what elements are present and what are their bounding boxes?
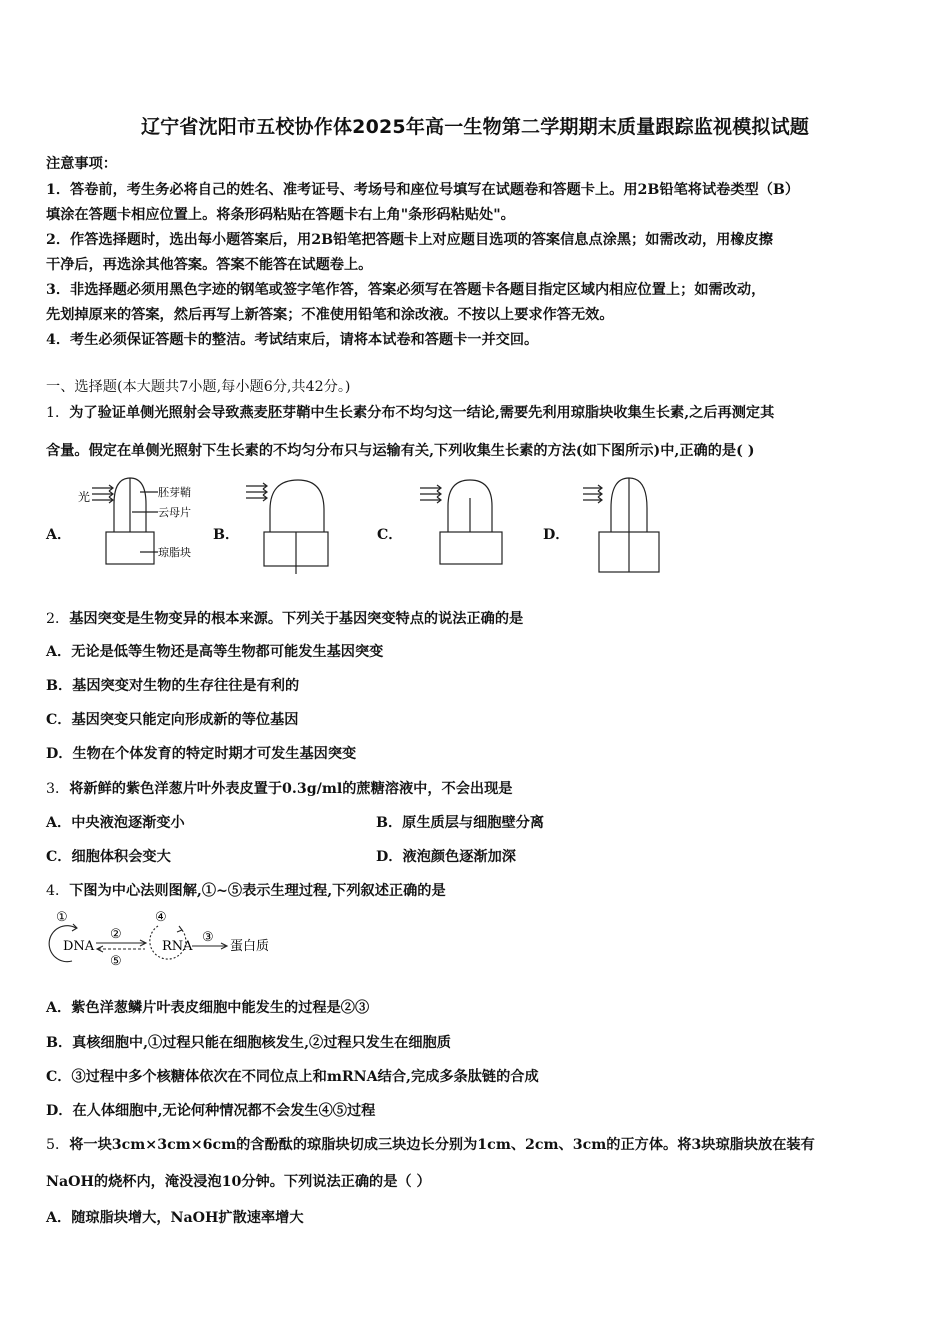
process-1-label: ① [56,910,68,925]
page-title: 辽宁省沈阳市五校协作体2025年高一生物第二学期期末质量跟踪监视模拟试题 [140,116,810,138]
option-c-label: C． [377,527,403,543]
option-d: D．在人体细胞中,无论何种情况都不会发生④⑤过程 [46,1103,376,1119]
process-4-label: ④ [155,910,167,925]
option-a: A．紫色洋葱鳞片叶表皮细胞中能发生的过程是②③ [46,1000,370,1016]
question-2-stem [46,608,523,628]
option-b: B．原生质层与细胞壁分离 [376,815,545,831]
question-number: 1． [46,405,70,421]
figure-d [575,474,680,578]
option-c: C．③过程中多个核糖体依次在不同位点上和mRNA结合,完成多条肽链的合成 [46,1069,539,1085]
question-1-line-1 [46,402,774,422]
coleoptile-label: 胚芽鞘 [158,486,191,499]
mica-label: 云母片 [158,506,191,519]
dna-label: DNA [63,939,95,954]
notice-heading: 注意事项： [46,156,117,172]
option-c: C．基因突变只能定向形成新的等位基因 [46,712,299,728]
question-number: 4． [46,883,70,899]
notice-line: 干净后，再选涂其他答案。答案不能答在试题卷上。 [46,257,373,273]
question-text: 基因突变是生物变异的根本来源。下列关于基因突变特点的说法正确的是 [69,611,524,627]
question-number: 5． [46,1137,70,1153]
notice-line: 4．考生必须保证答题卡的整洁。考试结束后，请将本试卷和答题卡一并交回。 [46,332,539,348]
figure-b [240,474,340,578]
option-b: B．真核细胞中,①过程只能在细胞核发生,②过程只发生在细胞质 [46,1035,451,1051]
question-5-line-2: NaOH的烧杯内，淹没浸泡10分钟。下列说法正确的是（ ） [46,1174,431,1190]
figure-a [72,474,202,578]
question-number: 2． [46,611,70,627]
notice-line: 1．答卷前，考生务必将自己的姓名、准考证号、考场号和座位号填写在试题卷和答题卡上。用2B铅笔将试卷类型（B） [46,182,800,198]
option-a: A．随琼脂块增大，NaOH扩散速率增大 [46,1210,304,1226]
rna-label: RNA [162,939,193,954]
notice-line: 填涂在答题卡相应位置上。将条形码粘贴在答题卡右上角"条形码粘贴处"。 [46,207,515,223]
option-c: C．细胞体积会变大 [46,849,171,865]
question-text: 将一块3cm×3cm×6cm的含酚酞的琼脂块切成三块边长分别为1cm、2cm、3cm的正方体。将3块琼脂块放在装有 [69,1137,815,1153]
process-5-label: ⑤ [110,954,122,969]
question-text: 为了验证单侧光照射会导致燕麦胚芽鞘中生长素分布不均匀这一结论,需要先利用琼脂块收集生长素,之后再测定其 [69,405,775,421]
option-a-label: A． [46,527,72,543]
section-heading: 一、选择题(本大题共7小题,每小题6分,共42分。) [46,379,351,395]
option-a: A．无论是低等生物还是高等生物都可能发生基因突变 [46,644,384,660]
option-b: B．基因突变对生物的生存往往是有利的 [46,678,300,694]
question-text: 将新鲜的紫色洋葱片叶外表皮置于0.3g/ml的蔗糖溶液中，不会出现是 [69,781,513,797]
question-3-stem [46,778,512,798]
protein-label: 蛋白质 [230,939,270,954]
agar-label: 琼脂块 [158,546,191,559]
notice-line: 3．非选择题必须用黑色字迹的钢笔或签字笔作答，答案必须写在答题卡各题目指定区域内相应位置上；如需改动， [46,282,766,298]
notice-line: 2．作答选择题时，选出每小题答案后，用2B铅笔把答题卡上对应题目选项的答案信息点涂黑；如需改动，用橡皮擦 [46,232,773,248]
option-a: A．中央液泡逐渐变小 [46,815,185,831]
light-label: 光 [78,490,91,504]
figure-c [414,474,514,578]
process-2-label: ② [110,927,122,942]
question-text: 下图为中心法则图解,①~⑤表示生理过程,下列叙述正确的是 [69,883,446,899]
option-b-label: B． [213,527,240,543]
question-1-line-2: 含量。假定在单侧光照射下生长素的不均匀分布只与运输有关,下列收集生长素的方法(如下图所示)中,正确的是( ) [46,443,755,459]
option-d: D．液泡颜色逐渐加深 [376,849,516,865]
question-5-line-1 [46,1134,815,1154]
question-4-stem [46,880,446,900]
option-d: D．生物在个体发育的特定时期才可发生基因突变 [46,746,357,762]
notice-line: 先划掉原来的答案，然后再写上新答案；不准使用铅笔和涂改液。不按以上要求作答无效。 [46,307,614,323]
central-dogma-diagram [40,904,290,974]
process-3-label: ③ [202,930,214,945]
option-d-label: D． [543,527,570,543]
question-number: 3． [46,781,70,797]
